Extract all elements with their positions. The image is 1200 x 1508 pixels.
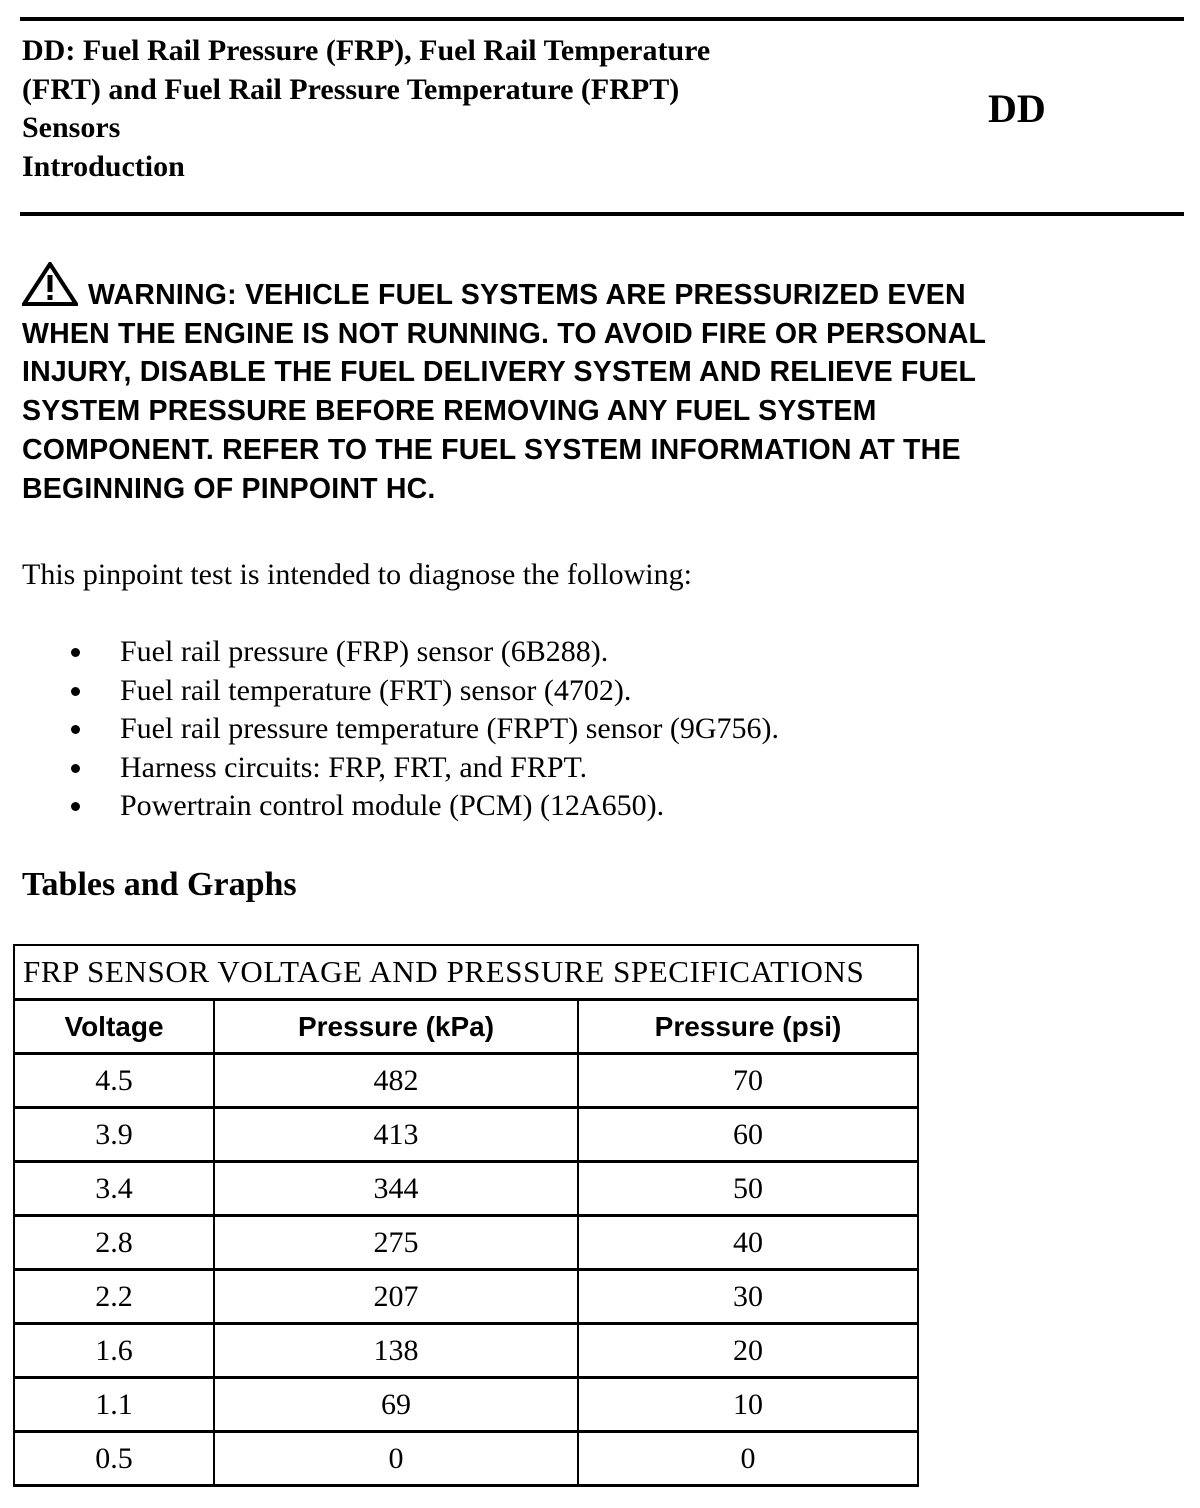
table-caption: FRP SENSOR VOLTAGE AND PRESSURE SPECIFICATIONS	[14, 945, 918, 1000]
list-item-text: Fuel rail temperature (FRT) sensor (4702).	[120, 673, 632, 707]
pressure-kpa-cell: 138	[214, 1324, 578, 1378]
title-line: Introduction	[22, 149, 185, 183]
table-row	[14, 1432, 918, 1486]
title-line: (FRT) and Fuel Rail Pressure Temperature (FRPT)	[22, 72, 680, 106]
table-row	[14, 1378, 918, 1432]
voltage-cell: 3.9	[14, 1108, 214, 1162]
voltage-cell: 2.2	[14, 1270, 214, 1324]
warning-text: WARNING: VEHICLE FUEL SYSTEMS ARE PRESSURIZED EVEN	[88, 279, 966, 311]
bullet-icon	[71, 687, 80, 696]
pressure-psi-cell: 30	[578, 1270, 918, 1324]
warning-text: SYSTEM PRESSURE BEFORE REMOVING ANY FUEL SYSTEM	[22, 395, 877, 428]
title-line: Sensors	[22, 111, 121, 144]
table-row	[14, 1270, 918, 1324]
pressure-psi-cell: 0	[578, 1432, 918, 1486]
warning-line-1	[22, 262, 1182, 315]
column-header: Pressure (psi)	[578, 1000, 918, 1054]
list-item-text: Harness circuits: FRP, FRT, and FRPT.	[120, 750, 588, 784]
list-item-text: Fuel rail pressure (FRP) sensor (6B288).	[120, 635, 609, 668]
warning-text: INJURY, DISABLE THE FUEL DELIVERY SYSTEM AND RELIEVE FUEL	[22, 356, 977, 389]
voltage-cell: 3.4	[14, 1162, 214, 1216]
warning-text: WHEN THE ENGINE IS NOT RUNNING. TO AVOID FIRE OR PERSONAL	[22, 317, 987, 350]
voltage-cell: 1.6	[14, 1324, 214, 1378]
pressure-kpa-cell: 275	[214, 1216, 578, 1270]
list-item-text: Fuel rail pressure temperature (FRPT) sensor (9G756).	[120, 712, 780, 745]
table-caption-row	[14, 945, 918, 1000]
column-header: Voltage	[14, 1000, 214, 1054]
section-heading: Tables and Graphs	[22, 866, 297, 903]
table-row	[14, 1216, 918, 1270]
warning-block	[22, 262, 1182, 508]
table-row	[14, 1324, 918, 1378]
voltage-cell: 2.8	[14, 1216, 214, 1270]
bullet-icon	[71, 802, 80, 811]
warning-triangle-icon	[22, 262, 78, 306]
section-code: DD	[988, 86, 1046, 131]
pressure-kpa-cell: 0	[214, 1432, 578, 1486]
spec-table	[13, 944, 919, 1487]
pressure-kpa-cell: 69	[214, 1378, 578, 1432]
pressure-psi-cell: 70	[578, 1054, 918, 1108]
list-item-text: Powertrain control module (PCM) (12A650).	[120, 789, 665, 822]
header-bottom-rule	[20, 212, 1184, 216]
pressure-psi-cell: 20	[578, 1324, 918, 1378]
table-row	[14, 1108, 918, 1162]
pressure-psi-cell: 10	[578, 1378, 918, 1432]
voltage-cell: 1.1	[14, 1378, 214, 1432]
voltage-cell: 4.5	[14, 1054, 214, 1108]
pressure-kpa-cell: 482	[214, 1054, 578, 1108]
pressure-psi-cell: 50	[578, 1162, 918, 1216]
pressure-kpa-cell: 207	[214, 1270, 578, 1324]
page-title	[22, 32, 922, 186]
pressure-psi-cell: 40	[578, 1216, 918, 1270]
warning-text: BEGINNING OF PINPOINT HC.	[22, 472, 436, 505]
pressure-kpa-cell: 344	[214, 1162, 578, 1216]
title-line: DD: Fuel Rail Pressure (FRP), Fuel Rail Temperature	[22, 34, 711, 67]
bullet-icon	[71, 725, 80, 734]
pressure-kpa-cell: 413	[214, 1108, 578, 1162]
voltage-cell: 0.5	[14, 1432, 214, 1486]
bullet-icon	[71, 648, 80, 657]
table-row	[14, 1054, 918, 1108]
header-top-rule	[20, 17, 1184, 21]
intro-paragraph: This pinpoint test is intended to diagnose the following:	[22, 558, 692, 591]
column-header: Pressure (kPa)	[214, 1000, 578, 1054]
bullet-icon	[71, 764, 80, 773]
pressure-psi-cell: 60	[578, 1108, 918, 1162]
warning-text: COMPONENT. REFER TO THE FUEL SYSTEM INFORMATION AT THE	[22, 433, 961, 466]
table-header-row	[14, 1000, 918, 1054]
table-row	[14, 1162, 918, 1216]
